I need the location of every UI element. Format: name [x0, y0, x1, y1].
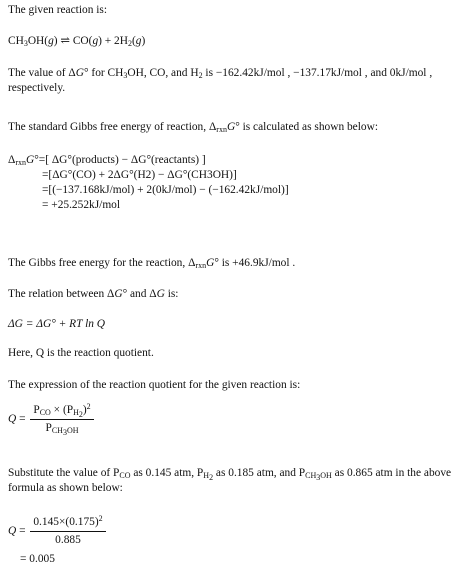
- calc-line-2: =[ΔG°(CO) + 2ΔG°(H2) − ΔG°(CH3OH)]: [42, 169, 237, 182]
- reaction-equation: $CH_3OH(g)$ ⇌ $CO(g) + 2H_2(g)$: [8, 35, 146, 48]
- relation-equation: ΔG = ΔG° + RT ln Q: [8, 318, 106, 330]
- calc-line-4: = +25.252kJ/mol: [42, 199, 121, 212]
- standard-gibbs-text: The standard Gibbs free energy of reaction, $\Delta_{rxn}G^\circ$ is calculated as shown below:: [8, 121, 378, 134]
- calc-line-3: =[(−137.168kJ/mol) + 2(0kJ/mol) − (−162.42kJ/mol)]: [42, 184, 289, 197]
- expression-text: The expression of the reaction quotient for the given reaction is:: [8, 379, 301, 391]
- substitute-paragraph: Substitute the value of $P_{CO}$ as 0.145 atm, $P_{H_2}$ as 0.185 atm, and $P_{CH_3OH}$ as 0.865 atm in the above formula as shown below:: [8, 467, 452, 495]
- quotient-expression: Q = $\frac{P_{CO} \times (P_{H_2})^2}{P_{CH_3OH}}$: [8, 403, 468, 436]
- gibbs-result-text: The Gibbs free energy for the reaction, $\Delta_{rxn}G^\circ$ is +46.9kJ/mol .: [8, 257, 296, 270]
- calc-line-1: $\Delta_{rxn}G^\circ=$[ ΔG°(products) − ΔG°(reactants) ]: [8, 154, 206, 167]
- values-paragraph: The value of ΔG° for $CH_3OH$, CO, and $H_2$ is −162.42kJ/mol , −137.17kJ/mol , and 0kJ/mol , respectively.: [8, 67, 433, 95]
- quotient-calculation: Q = $\frac{0.145\times(0.175)^2}{0.885}$: [8, 515, 468, 548]
- reaction-quotient-definition: Here, Q is the reaction quotient.: [8, 347, 154, 359]
- relation-text: The relation between ΔG° and ΔG is:: [8, 288, 179, 300]
- gibbs-calculation: [8, 153, 468, 213]
- intro-text: The given reaction is:: [8, 4, 108, 16]
- quotient-result: = 0.005: [20, 553, 55, 565]
